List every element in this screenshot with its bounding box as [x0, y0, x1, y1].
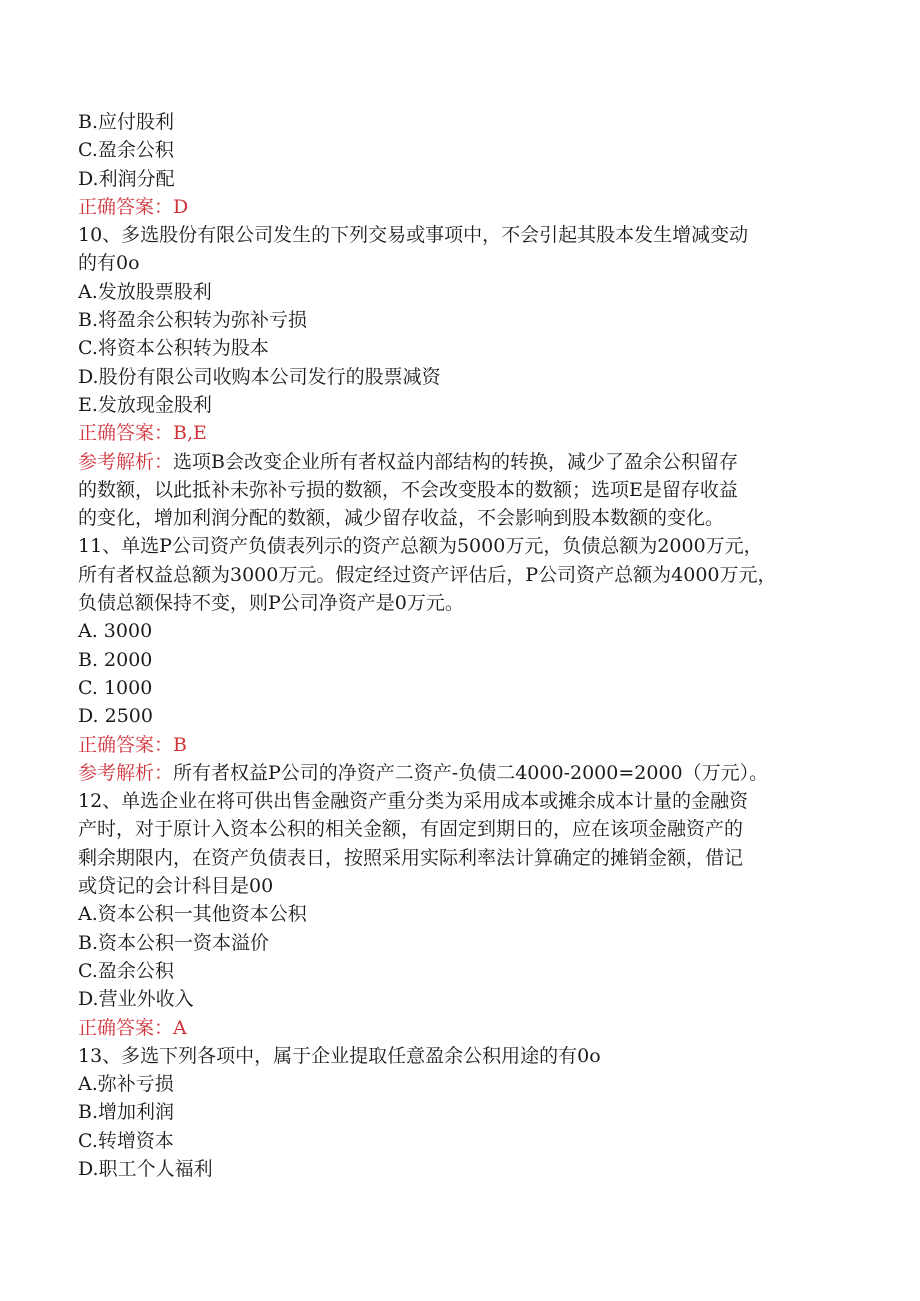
option-line: C.将资本公积转为股本 [78, 337, 269, 360]
option-line: B.应付股利 [78, 111, 175, 133]
option-line: A. 3000 [78, 620, 153, 643]
option-line: D.职工个人福利 [78, 1157, 213, 1180]
text-line: 的变化，增加利润分配的数额，减少留存收益，不会影响到股本数额的变化。 [78, 507, 725, 530]
answer-line: 正确答案：B [78, 733, 187, 756]
option-line: B.将盈余公积转为弥补亏损 [78, 309, 308, 332]
question-line: 剩余期限内，在资产负债表日，按照采用实际利率法计算确定的摊销金额，借记 [78, 846, 744, 869]
option-line: C.盈余公积 [78, 959, 174, 982]
option-line: B.资本公积一资本溢价 [78, 931, 270, 954]
answer-line: 正确答案：D [78, 195, 189, 218]
option-line: B.增加利润 [78, 1101, 175, 1124]
option-line: C.转增资本 [78, 1129, 174, 1152]
option-line: A.发放股票股利 [78, 280, 212, 303]
question-line: 或贷记的会计科目是00 [78, 875, 274, 898]
option-line: E.发放现金股利 [78, 393, 212, 416]
document-page [78, 108, 868, 1183]
option-line: A.弥补亏损 [78, 1073, 174, 1096]
question-line: 11、单选P公司资产负债表列示的资产总额为5000万元，负债总额为2000万元， [78, 535, 763, 558]
option-line: D.利润分配 [78, 167, 175, 190]
question-line: 13、多选下列各项中，属于企业提取任意盈余公积用途的有0o [78, 1044, 601, 1067]
option-line: D. 2500 [78, 705, 153, 728]
answer-line: 正确答案：A [78, 1016, 187, 1039]
option-line: D.股份有限公司收购本公司发行的股票减资 [78, 365, 441, 388]
option-line: B. 2000 [78, 648, 153, 671]
question-line: 所有者权益总额为3000万元。假定经过资产评估后，P公司资产总额为4000万元， [78, 563, 777, 586]
question-line: 的有0o [78, 252, 140, 275]
question-line: 12、单选企业在将可供出售金融资产重分类为采用成本或摊余成本计量的金融资 [78, 790, 749, 813]
analysis-label: 参考解析： [78, 761, 174, 784]
question-line: 负债总额保持不变，则P公司净资产是0万元。 [78, 592, 464, 615]
analysis-line [78, 448, 868, 476]
answer-line: 正确答案：B,E [78, 422, 207, 445]
text-line: 的数额，以此抵补未弥补亏损的数额，不会改变股本的数额；选项E是留存收益 [78, 478, 738, 501]
option-line: C. 1000 [78, 676, 153, 699]
analysis-line [78, 759, 868, 787]
option-line: D.营业外收入 [78, 988, 194, 1011]
question-line: 10、多选股份有限公司发生的下列交易或事项中，不会引起其股本发生增减变动 [78, 224, 749, 247]
analysis-text: 所有者权益P公司的净资产二资产-负债二4000-2000=2000（万元）。 [173, 761, 769, 784]
option-line: C.盈余公积 [78, 139, 174, 162]
analysis-text: 选项B会改变企业所有者权益内部结构的转换，减少了盈余公积留存 [173, 450, 738, 473]
question-line: 产时，对于原计入资本公积的相关金额，有固定到期日的，应在该项金融资产的 [78, 818, 744, 841]
analysis-label: 参考解析： [78, 450, 174, 473]
option-line: A.资本公积一其他资本公积 [78, 903, 307, 926]
